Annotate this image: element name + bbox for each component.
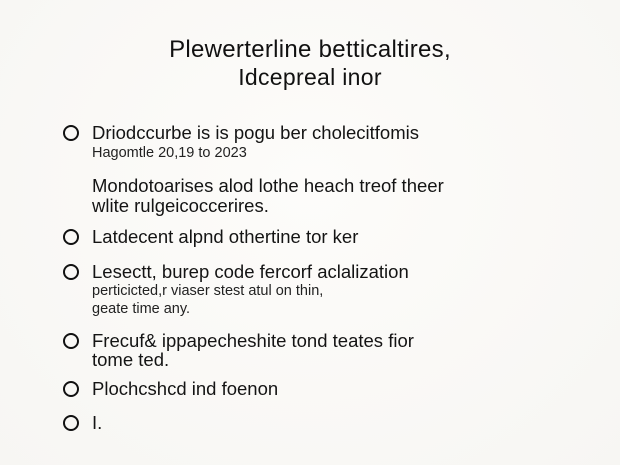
bullet-circle-icon [63, 333, 79, 349]
list-item-4-detail-line-1: perticicted,r viaser stest atul on thin, [92, 283, 324, 299]
list-item-1-text: Driodccurbe is is pogu ber cholecitfomis [92, 122, 419, 143]
list-item-3-text: Latdecent alpnd othertine tor ker [92, 226, 359, 247]
bullet-circle-icon [63, 229, 79, 245]
paragraph-line-2: wlite rulgeicoccerires. [92, 195, 269, 216]
list-item-6-text: Plochcshcd ind foenon [92, 378, 279, 399]
list-item-5-text: Frecuf& ippapecheshite tond teates fior [92, 330, 414, 351]
list-item-4-detail-line-2: geate time any. [92, 301, 191, 317]
bullet-circle-icon [63, 125, 79, 141]
bullet-circle-icon [63, 415, 79, 431]
bullet-circle-icon [63, 381, 79, 397]
list-item-7-text: I. [92, 412, 103, 433]
title-line-1: Plewerterline betticaltires, [169, 36, 451, 63]
list-item-5-continuation: tome ted. [92, 349, 170, 370]
title-line-2: Idcepreal inor [238, 64, 382, 90]
bullet-circle-icon [63, 264, 79, 280]
paragraph-line-1: Mondotoarises alod lothe heach treof theer [92, 175, 444, 196]
list-item-1-date: Hagomtle 20,19 to 2023 [92, 145, 247, 161]
list-item-4-text: Lesectt, burep code fercorf aclalization [92, 261, 409, 282]
